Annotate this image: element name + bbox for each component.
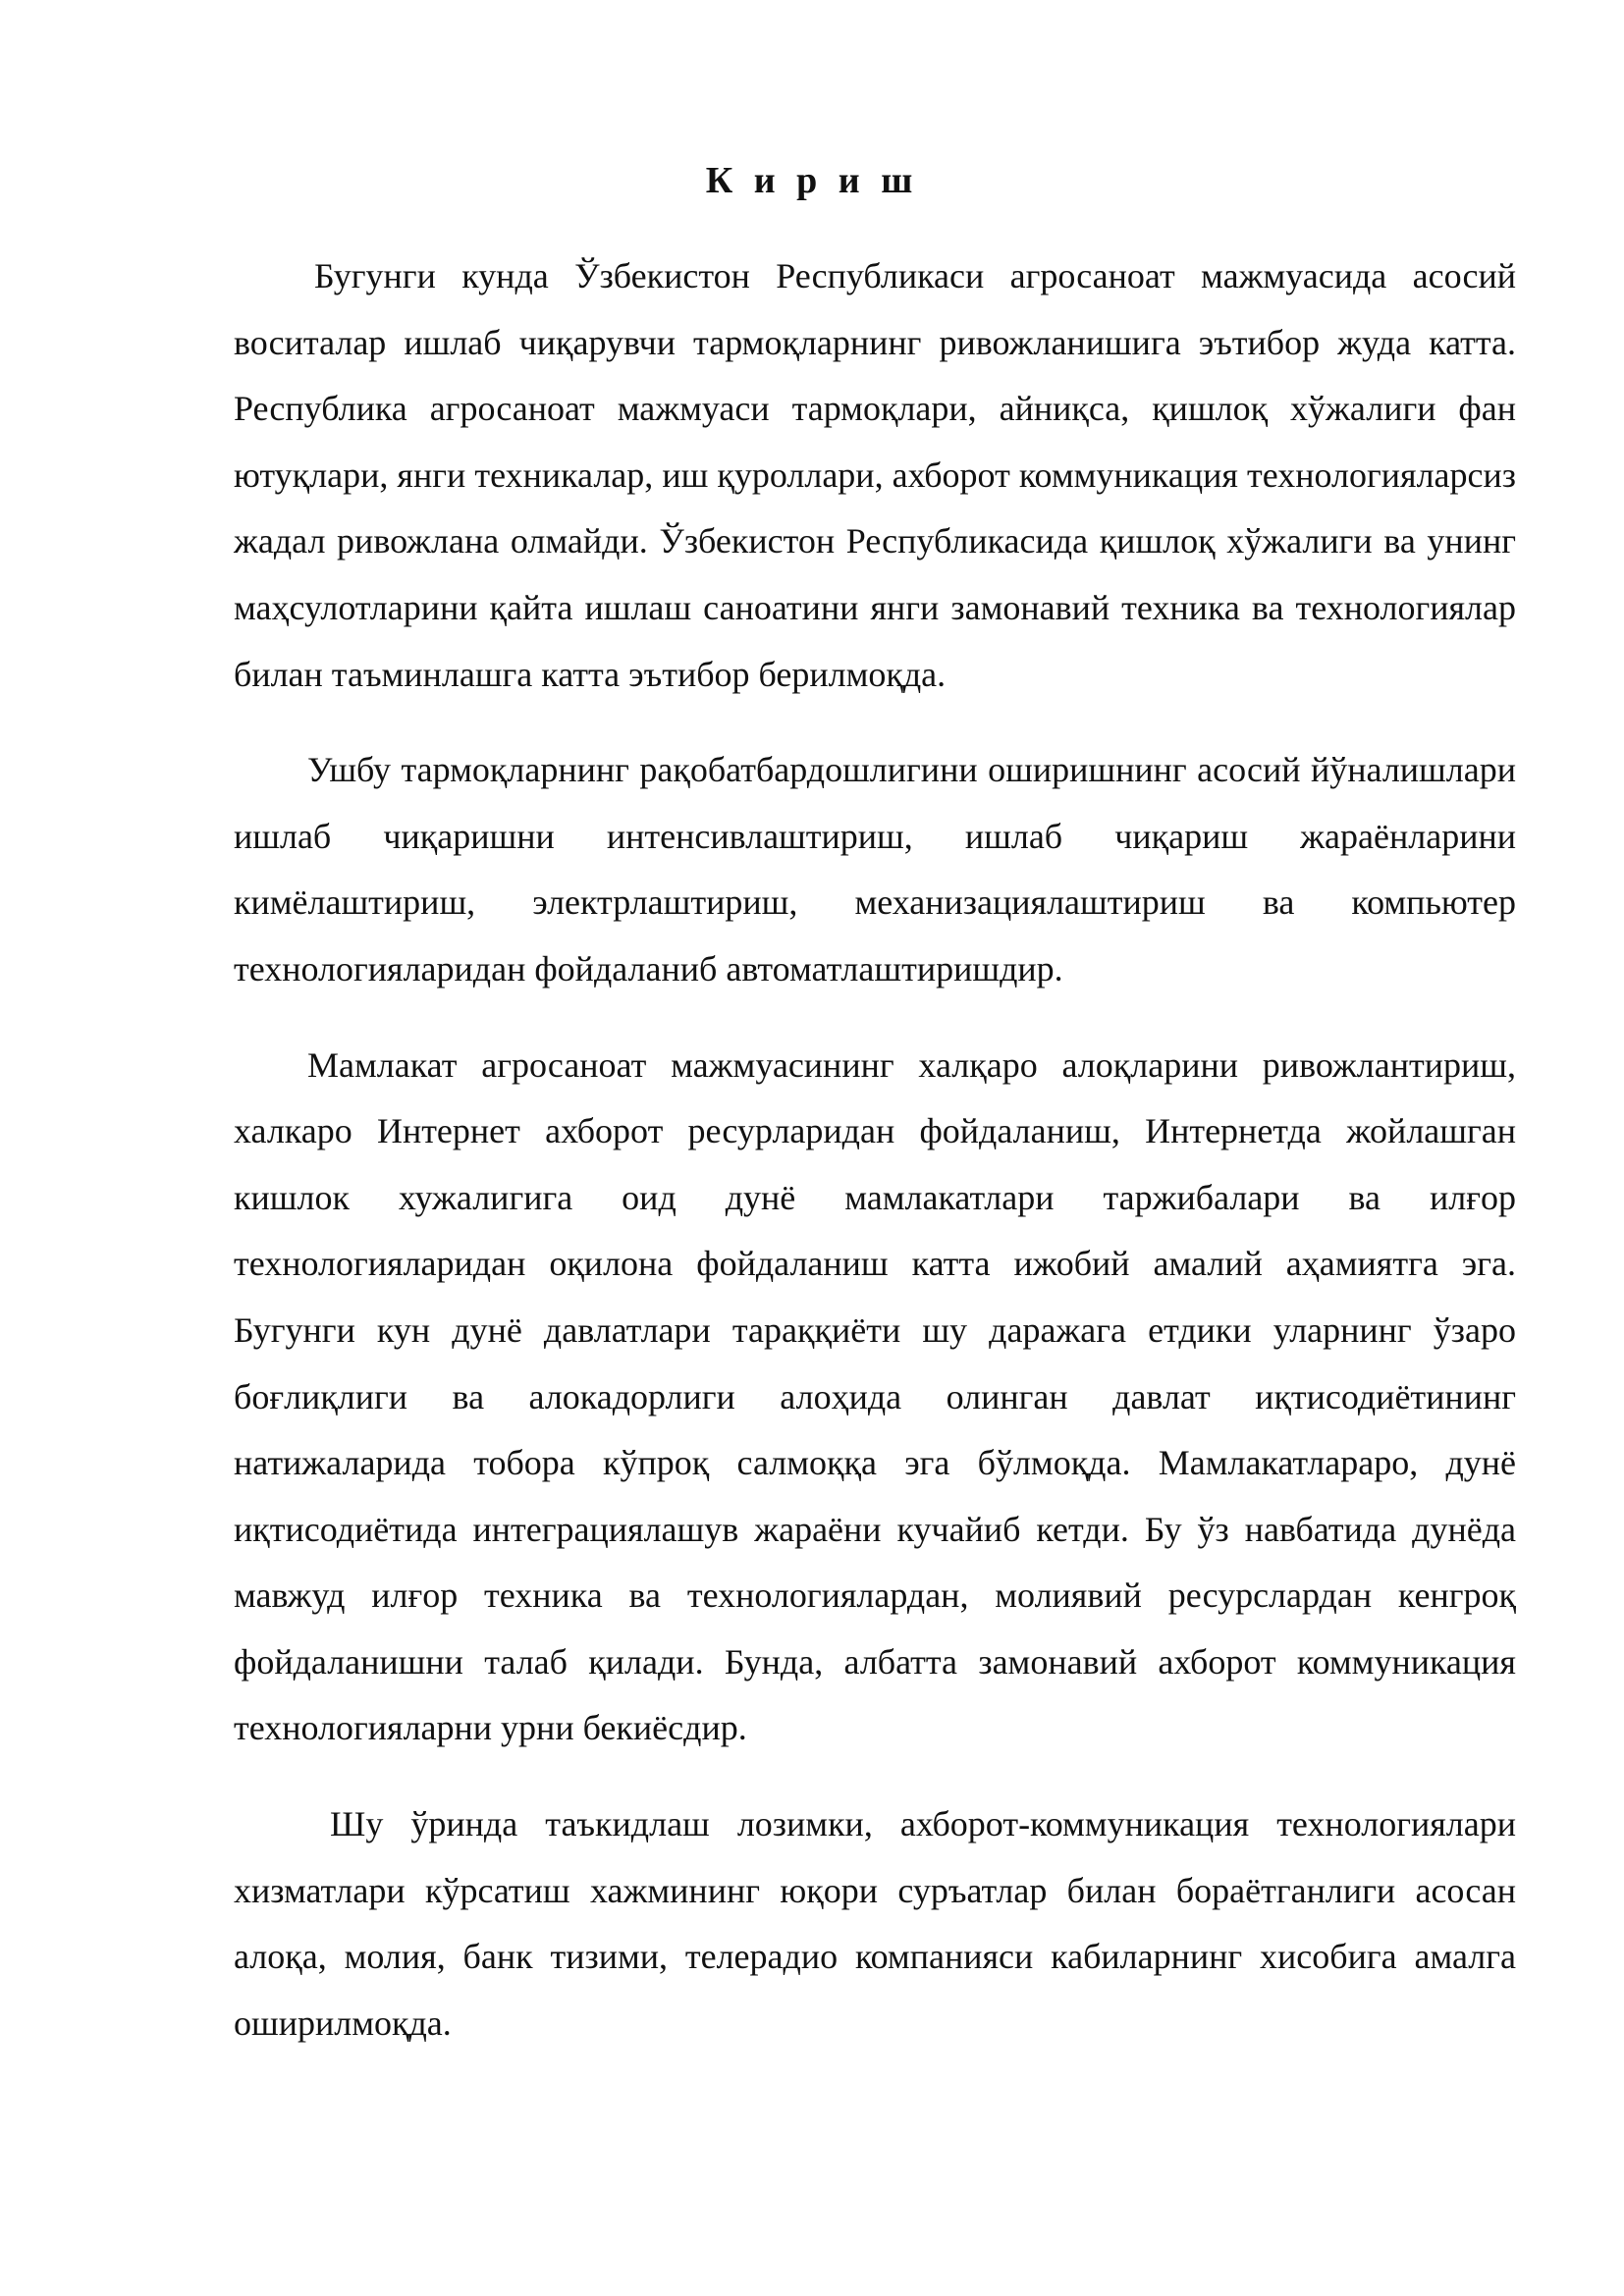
paragraph-1: Бугунги кунда Ўзбекистон Республикаси агросаноат мажмуасида асосий воситалар ишлаб чиқарувчи тармоқларнинг ривожланишига эътибор жуда катта. Республика агросаноат мажмуаси тармоқлари, айниқса, қишлоқ хўжалиги фан ютуқлари, янги техникалар, иш қуроллари, ахборот коммуникация технологияларсиз жадал ривожлана олмайди. Ўзбекистон Республикасида қишлоқ хўжалиги ва унинг маҳсулотларини қайта ишлаш саноатини янги замонавий техника ва технологиялар билан таъминлашга катта эътибор берилмоқда. <box>234 256 1516 694</box>
paragraph-2: Ушбу тармоқларнинг рақобатбардошлигини оширишнинг асосий йўналишлари ишлаб чиқаришни интенсивлаштириш, ишлаб чиқариш жараёнларини кимёлаштириш, электрлаштириш, механизациялаштириш ва компьютер технологияларидан фойдаланиб автоматлаштиришдир. <box>234 750 1516 988</box>
document-body <box>234 243 1516 2056</box>
paragraph-3: Мамлакат агросаноат мажмуасининг халқаро алоқларини ривожлантириш, халкаро Интернет ахборот ресурларидан фойдаланиш, Интернетда жойлашган кишлок хужалигига оид дунё мамлакатлари таржибалари ва илғор технологияларидан оқилона фойдаланиш катта ижобий амалий аҳамиятга эга. Бугунги кун дунё давлатлари тараққиёти шу даражага етдики уларнинг ўзаро боғлиқлиги ва алокадорлиги алоҳида олинган давлат иқтисодиётининг натижаларида тобора кўпроқ салмоққа эга бўлмоқда. Мамлакатлараро, дунё иқтисодиётида интеграциялашув жараёни кучайиб кетди. Бу ўз навбатида дунёда мавжуд илғор техника ва технологиялардан, молиявий ресурслардан кенгроқ фойдаланишни талаб қилади. Бунда, албатта замонавий ахборот коммуникация технологияларни урни бекиёсдир. <box>234 1044 1516 1748</box>
paragraph-4: Шу ўринда таъкидлаш лозимки, ахборот-коммуникация технологиялари хизматлари кўрсатиш хажмининг юқори суръатлар билан бораётганлиги асосан алоқа, молия, банк тизими, телерадио компанияси кабиларнинг хисобига амалга оширилмоқда. <box>234 1804 1516 2043</box>
page-title: К и р и ш <box>705 160 919 201</box>
